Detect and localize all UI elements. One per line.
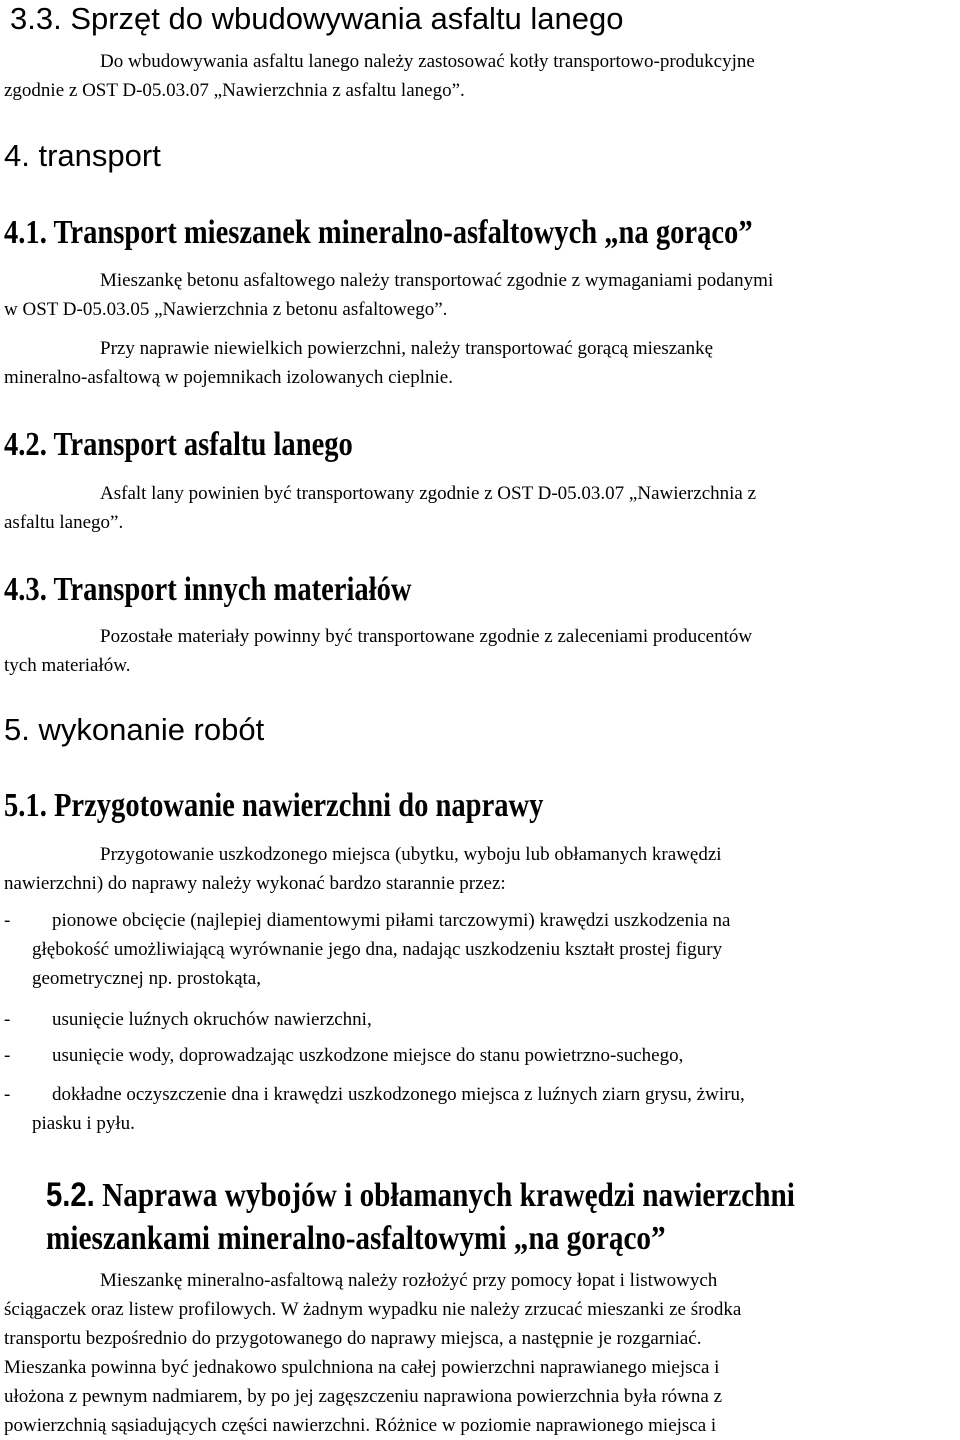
section-4-2-paragraph bbox=[4, 479, 756, 537]
paragraph-line: Mieszanka powinna być jednakowo spulchniona na całej powierzchni naprawianego miejsca i bbox=[4, 1357, 720, 1378]
paragraph-line: Do wbudowywania asfaltu lanego należy zastosować kotły transportowo-produkcyjne bbox=[100, 51, 755, 72]
paragraph-line: Pozostałe materiały powinny być transportowane zgodnie z zaleceniami producentów bbox=[100, 626, 753, 647]
section-number: 5.2. bbox=[46, 1176, 95, 1214]
list-item-line: pionowe obcięcie (najlepiej diamentowymi piłami tarczowymi) krawędzi uszkodzenia na bbox=[52, 910, 731, 931]
section-number: 4.1. bbox=[4, 214, 47, 251]
list-item bbox=[4, 1041, 954, 1070]
paragraph-line: Mieszankę betonu asfaltowego należy transportować zgodnie z wymaganiami podanymi bbox=[100, 270, 774, 291]
paragraph-line: mineralno-asfaltową w pojemnikach izolowanych cieplnie. bbox=[4, 367, 453, 388]
section-5-2-paragraph bbox=[4, 1266, 741, 1440]
section-4-1-heading bbox=[4, 213, 753, 253]
paragraph-line: Mieszankę mineralno-asfaltową należy rozłożyć przy pomocy łopat i listwowych bbox=[100, 1270, 718, 1291]
paragraph-line: Przygotowanie uszkodzonego miejsca (ubytku, wyboju lub obłamanych krawędzi bbox=[100, 844, 722, 865]
section-3-3-heading: 3.3. Sprzęt do wbudowywania asfaltu lanego bbox=[10, 1, 624, 36]
list-item bbox=[4, 906, 954, 993]
section-number: 5.1. bbox=[4, 787, 47, 824]
section-title: Transport innych materiałów bbox=[53, 571, 412, 608]
section-number: 4.2. bbox=[4, 426, 47, 463]
paragraph-line: asfaltu lanego”. bbox=[4, 512, 124, 533]
bullet-marker: - bbox=[4, 1084, 11, 1105]
list-item-line: geometrycznej np. prostokąta, bbox=[32, 968, 261, 989]
list-item-line: usunięcie luźnych okruchów nawierzchni, bbox=[52, 1009, 372, 1030]
list-item-line: głębokość umożliwiającą wyrównanie jego dna, nadając uszkodzeniu kształt prostej figury bbox=[32, 939, 723, 960]
list-item-line: usunięcie wody, doprowadzając uszkodzone miejsce do stanu powietrzno-suchego, bbox=[52, 1045, 684, 1066]
bullet-marker: - bbox=[4, 1009, 11, 1030]
list-item-line: piasku i pyłu. bbox=[32, 1113, 135, 1134]
heading-line bbox=[46, 1174, 795, 1217]
bullet-marker: - bbox=[4, 910, 11, 931]
section-title: Naprawa wybojów i obłamanych krawędzi nawierzchni bbox=[102, 1177, 795, 1214]
section-title: Transport asfaltu lanego bbox=[53, 426, 353, 463]
paragraph-line: ułożona z pewnym nadmiarem, by po jej zagęszczeniu naprawiona powierzchnia była równa z bbox=[4, 1386, 723, 1407]
list-item bbox=[4, 1080, 954, 1138]
paragraph-line: w OST D-05.03.05 „Nawierzchnia z betonu asfaltowego”. bbox=[4, 299, 448, 320]
section-title: Transport mieszanek mineralno-asfaltowych „na gorąco” bbox=[53, 214, 753, 251]
section-4-1-paragraph-2 bbox=[4, 334, 713, 392]
section-4-1-paragraph-1 bbox=[4, 266, 773, 324]
section-3-3-paragraph bbox=[4, 47, 755, 105]
section-4-3-paragraph bbox=[4, 622, 752, 680]
bullet-marker: - bbox=[4, 1045, 11, 1066]
section-5-2-heading bbox=[46, 1174, 917, 1260]
paragraph-line: ściągaczek oraz listew profilowych. W żadnym wypadku nie należy zrzucać mieszanki ze środka bbox=[4, 1299, 742, 1320]
paragraph-line: transportu bezpośrednio do przygotowanego do naprawy miejsca, a następnie je rozgarniać. bbox=[4, 1328, 702, 1349]
list-item bbox=[4, 1005, 954, 1034]
paragraph-line: nawierzchni) do naprawy należy wykonać bardzo starannie przez: bbox=[4, 873, 506, 894]
section-number: 4.3. bbox=[4, 571, 47, 608]
list-item-line: dokładne oczyszczenie dna i krawędzi uszkodzonego miejsca z luźnych ziarn grysu, żwiru, bbox=[52, 1084, 745, 1105]
section-5-1-heading bbox=[4, 786, 543, 826]
heading-line: mieszankami mineralno-asfaltowymi „na gorąco” bbox=[46, 1220, 666, 1257]
section-4-3-heading bbox=[4, 570, 412, 610]
section-title: Przygotowanie nawierzchni do naprawy bbox=[53, 787, 544, 824]
paragraph-line: tych materiałów. bbox=[4, 655, 131, 676]
section-4-heading: 4. transport bbox=[4, 138, 161, 173]
paragraph-line: zgodnie z OST D-05.03.07 „Nawierzchnia z asfaltu lanego”. bbox=[4, 80, 465, 101]
paragraph-line: Asfalt lany powinien być transportowany zgodnie z OST D-05.03.07 „Nawierzchnia z bbox=[100, 483, 757, 504]
section-5-1-paragraph bbox=[4, 840, 722, 898]
section-5-heading: 5. wykonanie robót bbox=[4, 712, 265, 747]
paragraph-line: powierzchnią sąsiadujących części nawierzchni. Różnice w poziomie naprawionego miejsca i bbox=[4, 1415, 717, 1436]
section-4-2-heading bbox=[4, 425, 353, 465]
paragraph-line: Przy naprawie niewielkich powierzchni, należy transportować gorącą mieszankę bbox=[100, 338, 714, 359]
